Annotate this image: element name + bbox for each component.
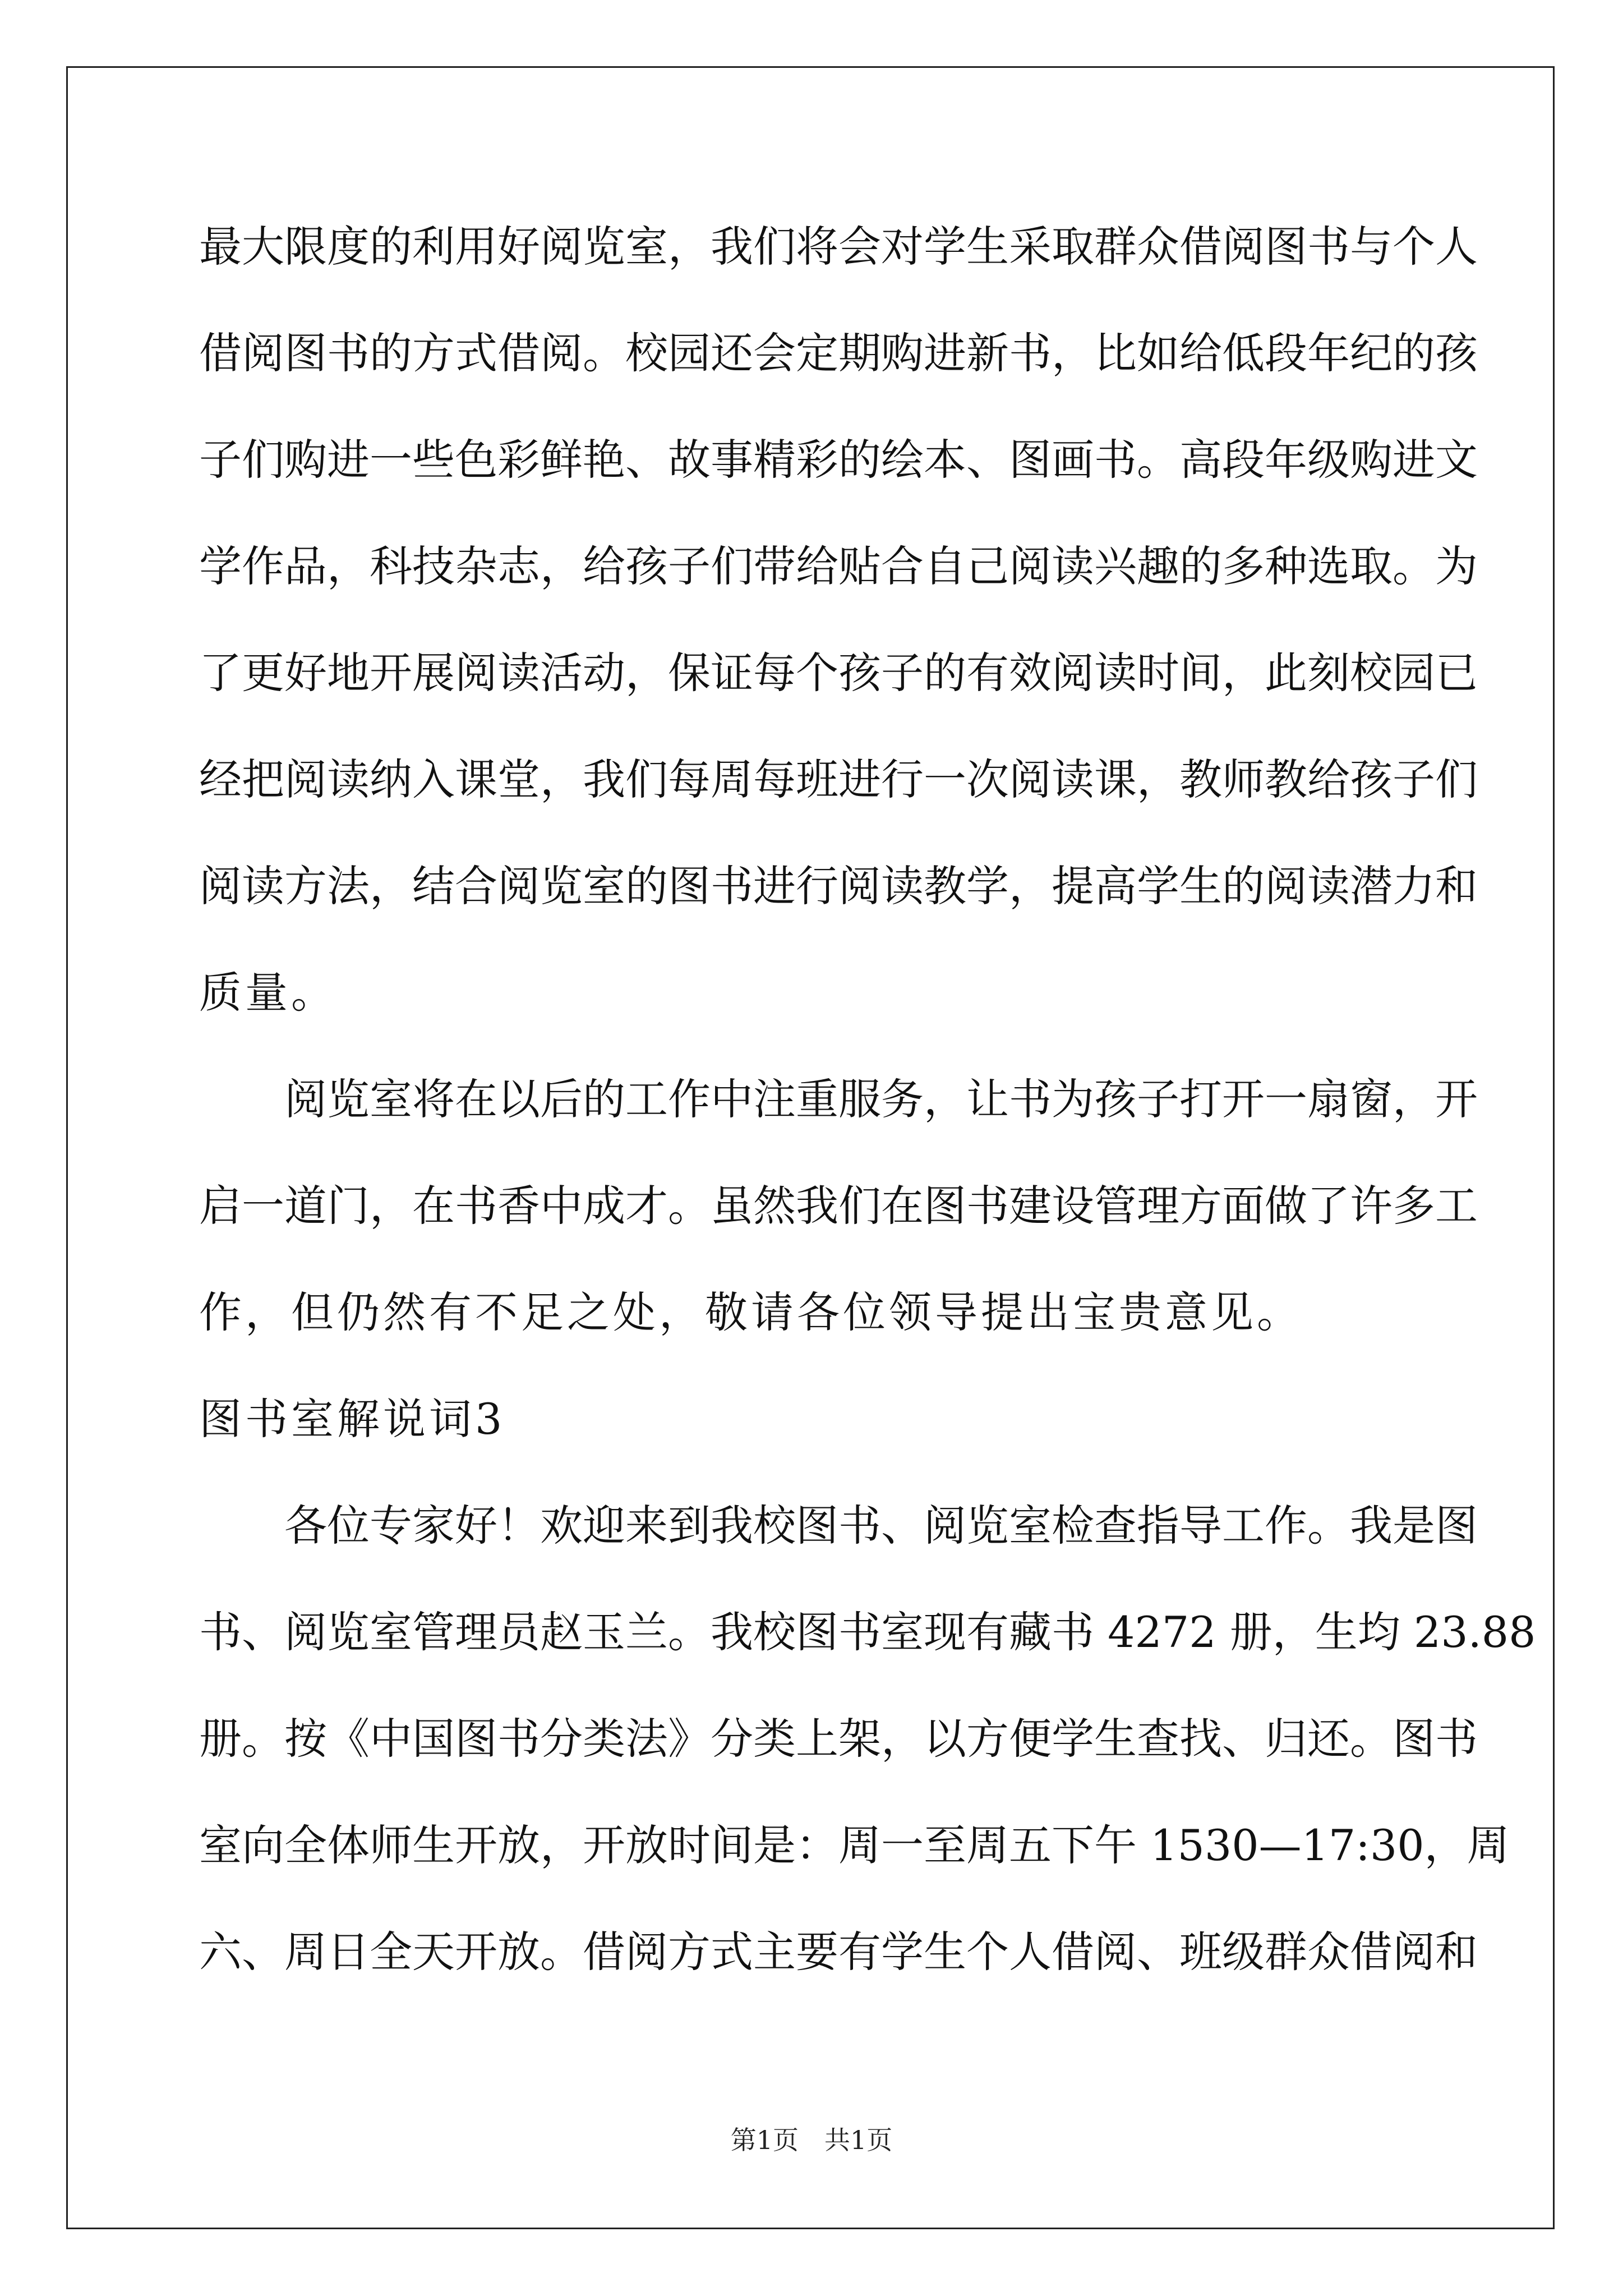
text-line: 册。按《中国图书分类法》分类上架，以方便学生查找、归还。图书 xyxy=(199,1714,1478,1764)
section-heading: 图书室解说词3 xyxy=(199,1394,506,1444)
text-line: 书、阅览室管理员赵玉兰。我校图书室现有藏书 4272 册，生均 23.88 xyxy=(199,1607,1536,1657)
text-line: 质量。 xyxy=(199,968,337,1018)
paragraph-first-line: 各位专家好！欢迎来到我校图书、阅览室检查指导工作。我是图 xyxy=(284,1501,1478,1550)
text-line: 学作品，科技杂志，给孩子们带给贴合自己阅读兴趣的多种选取。为 xyxy=(199,541,1478,591)
text-line: 作，但仍然有不足之处，敬请各位领导提出宝贵意见。 xyxy=(199,1287,1303,1337)
text-line: 启一道门，在书香中成才。虽然我们在图书建设管理方面做了许多工 xyxy=(199,1181,1478,1231)
text-line: 阅读方法，结合阅览室的图书进行阅读教学，提高学生的阅读潜力和 xyxy=(199,861,1478,911)
text-line: 最大限度的利用好阅览室，我们将会对学生采取群众借阅图书与个人 xyxy=(199,222,1478,272)
text-line: 了更好地开展阅读活动，保证每个孩子的有效阅读时间，此刻校园已 xyxy=(199,648,1478,698)
text-line: 经把阅读纳入课堂，我们每周每班进行一次阅读课，教师教给孩子们 xyxy=(199,754,1478,804)
paragraph-first-line: 阅览室将在以后的工作中注重服务，让书为孩子打开一扇窗，开 xyxy=(284,1074,1478,1124)
document-body xyxy=(199,194,1536,2005)
text-line: 子们购进一些色彩鲜艳、故事精彩的绘本、图画书。高段年级购进文 xyxy=(199,435,1478,485)
text-line: 借阅图书的方式借阅。校园还会定期购进新书，比如给低段年纪的孩 xyxy=(199,328,1478,378)
text-line: 六、周日全天开放。借阅方式主要有学生个人借阅、班级群众借阅和 xyxy=(199,1927,1478,1977)
page-number: 第1页 共1页 xyxy=(730,2125,893,2155)
text-line: 室向全体师生开放，开放时间是：周一至周五下午 1530—17:30，周 xyxy=(199,1820,1510,1870)
